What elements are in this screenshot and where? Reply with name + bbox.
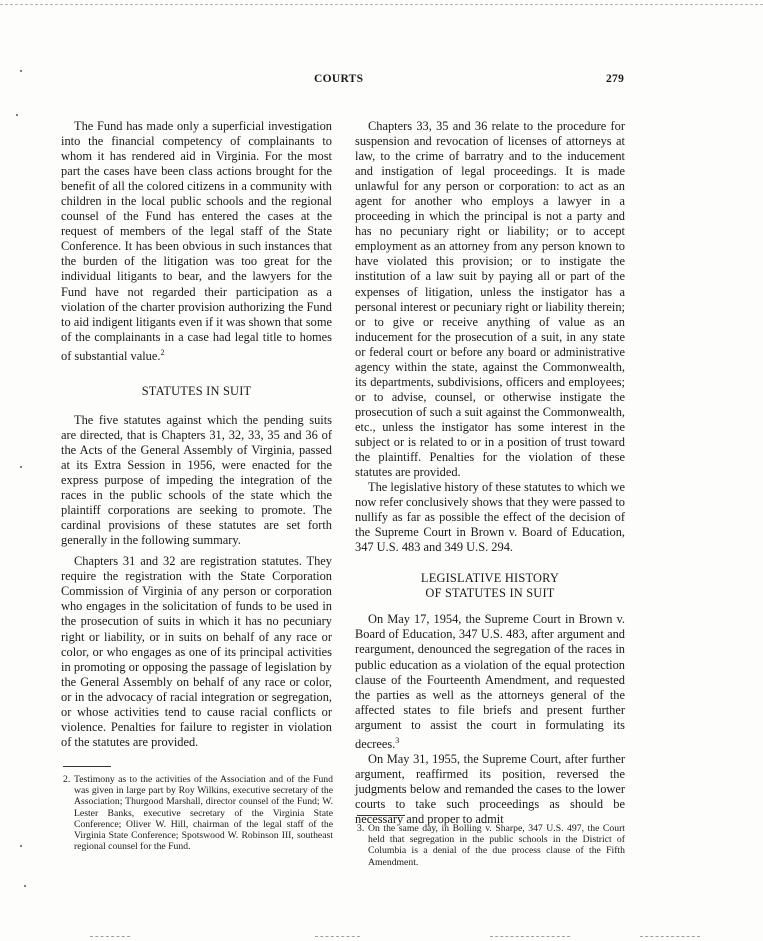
paragraph: The five statutes against which the pending suits are directed, that is Chapters 31, 32, 33, 35 and 36 of the Acts of the General Assembly of Virginia, passed at its Extra Session in 1956, were enacted for the express purpose of impeding the integration of the races in the public schools of the state which the plaintiff corporations are seeking to promote. The cardinal provisions of these statutes are set forth generally in the following summary. (61, 412, 332, 548)
footnote-2 (63, 774, 333, 852)
paragraph: The legislative history of these statutes to which we now refer conclusively shows that they were passed to nullify as far as possible the effect of the decision of the Supreme Court in Brown v. Board of Education, 347 U.S. 483 and 349 U.S. 294. (355, 480, 625, 555)
footnote-ref: 3 (395, 735, 400, 745)
page-number: 279 (606, 73, 625, 85)
scan-speck (24, 885, 26, 887)
footnote-ref: 2 (160, 347, 165, 357)
footnote-rule (357, 815, 405, 816)
scan-speck (20, 466, 22, 468)
scan-edge-top (0, 4, 763, 5)
paragraph: The Fund has made only a superficial investigation into the financial competency of complainants to whom it has rendered aid in Virginia. For the most part the cases have been class actions brought for the benefit of all the colored citizens in a community with children in the local public schools and the regional counsel of the Fund has entered the cases at the request of members of the legal staff of the State Conference. It has been obvious in such instances that the burden of the litigation was too great for the individual litigants to bear, and the lawyers for the Fund have not regarded their participation as a violation of the charter provision authorizing the Fund to aid indigent litigants even if it was shown that some of the complainants in a case had legal title to homes of substantial value.$^2$ (61, 119, 332, 363)
scan-edge-bottom (315, 936, 360, 938)
right-column (355, 119, 625, 827)
scan-speck (16, 114, 18, 116)
section-heading-legislative-history-line2: OF STATUTES IN SUIT (425, 586, 555, 601)
scan-edge-bottom (640, 936, 700, 938)
footnote-number: 3. (357, 823, 365, 834)
paragraph: On May 31, 1955, the Supreme Court, after further argument, reaffirmed its position, reversed the judgments below and remanded the cases to the lower courts to take such proceedings as should be necessary and proper to admit (355, 751, 625, 827)
scan-speck (20, 845, 22, 847)
scan-edge-bottom (90, 936, 130, 938)
left-column (61, 119, 332, 750)
paragraph: Chapters 31 and 32 are registration statutes. They require the registration with the State Corporation Commission of Virginia of any person or corporation who engages in the solicitation of funds to be used in the prosecution of suits in which it has no pecuniary right or liability, or in suits on behalf of any race or color, or who engages as one of its principal activities in promoting or opposing the passage of legislation by the General Assembly on behalf of any race or color, or in the advocacy of racial integration or segregation, or whose activities tend to cause racial conflicts or violence. Penalties for failure to register in violation of the statutes are provided. (61, 554, 332, 749)
footnote-text: On the same day, in Bolling v. Sharpe, 347 U.S. 497, the Court held that segregation in the public schools in the District of Columbia is a denial of the due process clause of the Fifth Amendment. (368, 823, 625, 868)
running-head-title: COURTS (314, 73, 364, 85)
paragraph: On May 17, 1954, the Supreme Court in Brown v. Board of Education, 347 U.S. 483, after argument and reargument, denounced the segregation of the races in public education as a violation of the equal protection clause of the Fourteenth Amendment, and requested the parties as well as the attorneys general of the affected states to file briefs and present further argument to assist the court in formulating its decrees.$^3$ (355, 612, 625, 751)
scan-edge-bottom (490, 936, 570, 938)
footnote-3 (357, 823, 625, 868)
section-heading-legislative-history: LEGISLATIVE HISTORY (420, 571, 560, 586)
footnote-rule (63, 766, 111, 767)
footnote-number: 2. (63, 774, 71, 785)
footnote-text: Testimony as to the activities of the Association and of the Fund was given in large part by Roy Wilkins, executive secretary of the Association; Thurgood Marshall, director counsel of the Fund; W. Lester Banks, executive secretary of the Virginia State Conference; Oliver W. Hill, chairman of the legal staff of the Virginia State Conference; Spotswood W. Robinson III, southeast regional counsel for the Fund. (74, 774, 333, 853)
scan-speck (20, 70, 22, 72)
paragraph: Chapters 33, 35 and 36 relate to the procedure for suspension and revocation of licenses of attorneys at law, to the crime of barratry and to the inducement and instigation of legal proceedings. It is made unlawful for any person or corporation: to act as an agent for another who employs a lawyer in a proceeding in which the principal is not a party and has no pecuniary right or liability; or to accept employment as an attorney from any person known to have violated this provision; or to instigate the institution of a law suit by paying all or part of the expenses of litigation, unless the instigator has a personal interest or pecuniary right or liability therein; or to give or receive anything of value as an inducement for the prosecution of a suit, in any state or federal court or before any board or administrative agency within the state, against the Commonwealth, its departments, subdivisions, officers and employees; or to advise, counsel, or otherwise instigate the prosecution of such a suit against the Commonwealth, etc., unless the instigator has some interest in the subject or is related to or in a position of trust toward the plaintiff. Penalties for the violation of these statutes are provided. (355, 119, 625, 480)
section-heading-statutes-in-suit: STATUTES IN SUIT (141, 383, 252, 398)
